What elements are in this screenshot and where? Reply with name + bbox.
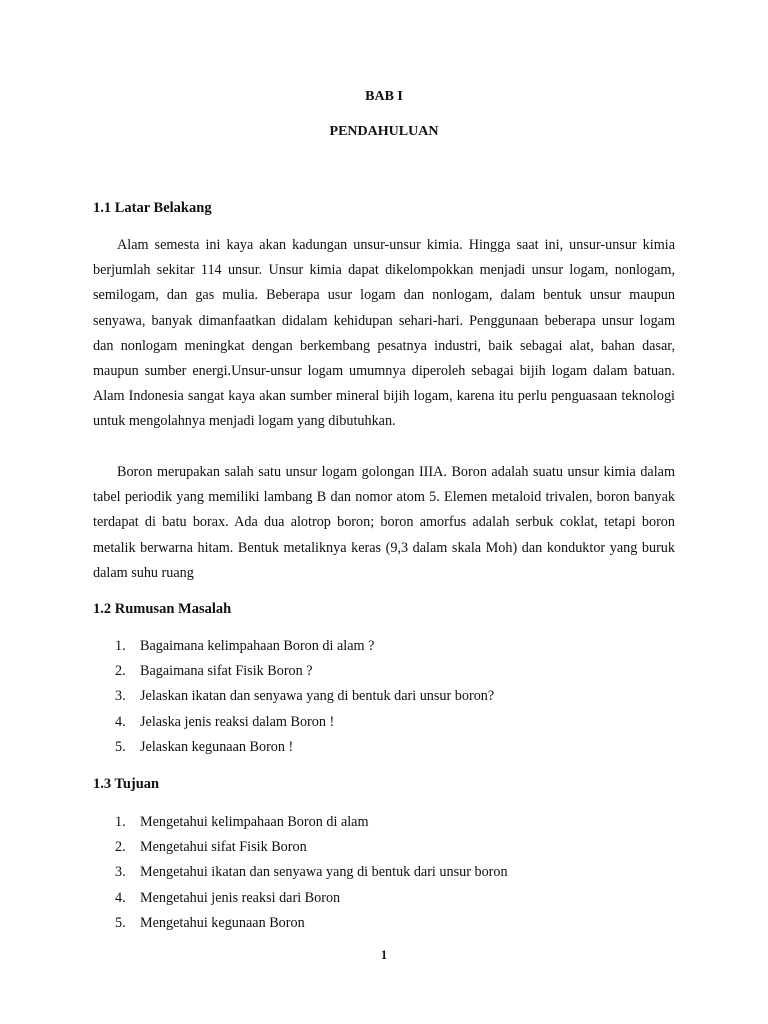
list-item-text: Mengetahui kelimpahaan Boron di alam [140,814,369,830]
list-item-number: 4. [115,889,126,906]
list-item-number: 3. [115,688,126,705]
list-item [93,886,693,911]
list-item-text: Jelaskan kegunaan Boron ! [140,738,294,755]
list-item [93,911,693,936]
list-item-text: Mengetahui sifat Fisik Boron [140,839,307,856]
list-item-text: Jelaskan ikatan dan senyawa yang di bentuk dari unsur boron? [140,688,495,705]
section-heading-tujuan: 1.3 Tujuan [93,776,160,792]
rumusan-masalah-list [93,634,693,760]
chapter-label: BAB I [365,89,403,104]
list-item [93,810,693,835]
chapter-title: PENDAHULUAN [329,124,439,139]
list-item-number: 2. [115,839,126,856]
list-item-text: Bagaimana kelimpahaan Boron di alam ? [140,638,375,654]
page-number: 1 [380,948,388,962]
list-item [93,735,693,760]
list-item-text: Jelaska jenis reaksi dalam Boron ! [140,713,335,730]
paragraph-alam-semesta: Alam semesta ini kaya akan kadungan unsur-unsur kimia. Hingga saat ini, unsur-unsur kimia berjumlah sekitar 114 unsur. Unsur kimia dapat dikelompokkan menjadi unsur logam, nonlogam, semilogam, dan gas mulia. Beberapa usur logam dan nonlogam, dalam bentuk unsur maupun senyawa, banyak dimanfaatkan didalam kehidupan sehari-hari. Penggunaan beberapa unsur logam dan nonlogam meningkat dengan berkembang pesatnya industri, baik sebagai alat, bahan dasar, maupun sumber energi.Unsur-unsur logam umumnya diperoleh sebagai bijih logam dalam batuan. Alam Indonesia sangat kaya akan sumber mineral bijih logam, karena itu perlu penguasaan teknologi untuk mengolahnya menjadi logam yang dibutuhkan. [93,237,675,430]
list-item-text: Mengetahui kegunaan Boron [140,914,305,931]
list-item [93,860,693,885]
tujuan-list [93,810,693,936]
list-item-number: 3. [115,864,126,881]
list-item-number: 1. [115,814,126,830]
list-item-number: 2. [115,663,126,680]
section-heading-rumusan-masalah: 1.2 Rumusan Masalah [93,601,232,617]
list-item-number: 4. [115,713,126,730]
list-item-number: 1. [115,638,126,654]
list-item-text: Mengetahui jenis reaksi dari Boron [140,889,341,906]
section-heading-latar-belakang: 1.1 Latar Belakang [93,200,212,216]
list-item [93,835,693,860]
list-item [93,684,693,709]
list-item-number: 5. [115,914,126,931]
list-item-text: Mengetahui ikatan dan senyawa yang di bentuk dari unsur boron [140,864,508,881]
list-item [93,634,693,659]
list-item-text: Bagaimana sifat Fisik Boron ? [140,663,313,680]
list-item [93,710,693,735]
list-item-number: 5. [115,738,126,755]
paragraph-boron: Boron merupakan salah satu unsur logam golongan IIIA. Boron adalah suatu unsur kimia dalam tabel periodik yang memiliki lambang B dan nomor atom 5. Elemen metaloid trivalen, boron banyak terdapat di batu borax. Ada dua alotrop boron; boron amorfus adalah serbuk coklat, tetapi boron metalik berwarna hitam. Bentuk metaliknya keras (9,3 dalam skala Moh) dan konduktor yang buruk dalam suhu ruang [93,464,675,581]
list-item [93,659,693,684]
